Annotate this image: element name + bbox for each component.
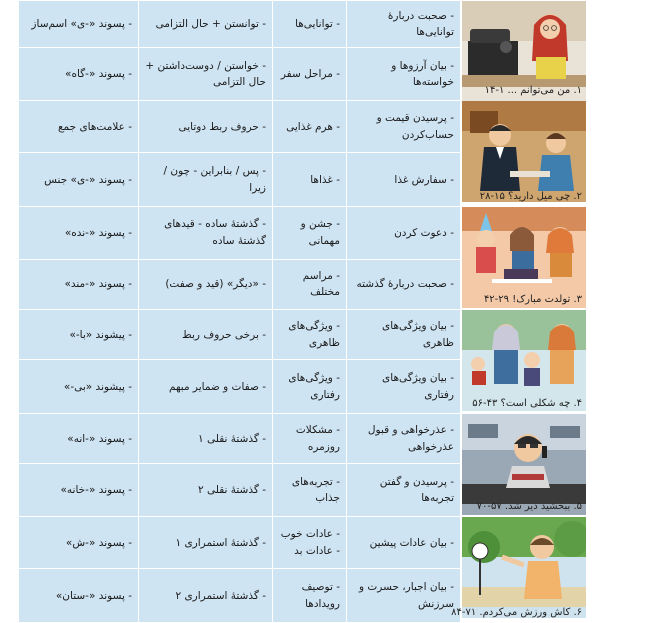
function-cell: - عذرخواهی و قبول عذرخواهی	[347, 414, 461, 464]
margin-cell	[1, 360, 19, 414]
grammar-cell: - گذشتهٔ نقلی ۲	[139, 464, 273, 517]
lesson-pages: ۴۲-۲۹	[483, 293, 510, 305]
table-row	[1, 414, 587, 464]
margin-cell	[1, 101, 19, 153]
function-cell: - بیان اجبار، حسرت و سرزنش	[347, 569, 461, 623]
margin-cell	[1, 414, 19, 464]
table-row	[1, 517, 587, 569]
function-cell: - بیان ویژگی‌های رفتاری	[347, 360, 461, 414]
word-formation-cell: - پیشوند «بی-»	[19, 360, 139, 414]
grammar-cell: - گذشتهٔ استمراری ۲	[139, 569, 273, 623]
grammar-cell: - حروف ربط دوتایی	[139, 101, 273, 153]
function-cell: - سفارش غذا	[347, 153, 461, 207]
vocabulary-cell: - مراحل سفر	[273, 48, 347, 101]
margin-cell	[1, 48, 19, 101]
lesson-pages: ۱۴-۱	[484, 84, 505, 96]
margin-cell	[1, 1, 19, 48]
word-formation-cell: - پسوند «-خانه»	[19, 464, 139, 517]
lesson-pages: ۵۶-۴۳	[472, 397, 498, 409]
vocabulary-cell: - ویژگی‌های رفتاری	[273, 360, 347, 414]
lesson-title	[466, 189, 582, 205]
grammar-cell: - پس / بنابراین - چون / زیرا	[139, 153, 273, 207]
lesson-title	[466, 292, 582, 308]
grammar-cell: - صفات و ضمایر مبهم	[139, 360, 273, 414]
margin-cell	[1, 310, 19, 360]
lesson-title	[466, 83, 582, 99]
vocabulary-cell: - مشکلات روزمره	[273, 414, 347, 464]
margin-cell	[1, 259, 19, 310]
margin-cell	[1, 464, 19, 517]
vocabulary-cell: - مراسم مختلف	[273, 259, 347, 310]
lesson-title-text: ۶. کاش ورزش می‌کردم.	[479, 606, 582, 618]
grammar-cell: - «دیگر» (قید و صفت)	[139, 259, 273, 310]
function-cell: - پرسیدن قیمت و حساب‌کردن	[347, 101, 461, 153]
word-formation-cell: - پسوند «-نده»	[19, 207, 139, 260]
vocabulary-cell: - جشن و مهمانی	[273, 207, 347, 260]
lesson-illustration	[462, 414, 586, 516]
grammar-cell: - گذشتهٔ ساده - قیدهای گذشتهٔ ساده	[139, 207, 273, 260]
lesson-illustration	[462, 207, 586, 309]
lesson-illustration	[462, 310, 586, 413]
margin-cell	[1, 153, 19, 207]
margin-cell	[1, 569, 19, 623]
lesson-cell	[461, 310, 587, 414]
word-formation-cell: - پسوند «-ی» جنس	[19, 153, 139, 207]
margin-cell	[1, 517, 19, 569]
lesson-illustration	[462, 1, 586, 100]
function-cell: - دعوت کردن	[347, 207, 461, 260]
lesson-cell	[461, 207, 587, 310]
function-cell: - بیان ویژگی‌های ظاهری	[347, 310, 461, 360]
vocabulary-cell: - هرم غذایی	[273, 101, 347, 153]
blank-margin	[586, 0, 652, 613]
word-formation-cell: - پیشوند «با-»	[19, 310, 139, 360]
lesson-title-text: ۱. من می‌توانم ...	[507, 84, 582, 96]
word-formation-cell: - پسوند «-انه»	[19, 414, 139, 464]
vocabulary-cell: - عادات خوب - عادات بد	[273, 517, 347, 569]
grammar-cell: - خواستن / دوست‌داشتن + حال التزامی	[139, 48, 273, 101]
function-cell: - بیان عادات پیشین	[347, 517, 461, 569]
lesson-title-text: ۳. تولدت مبارک!	[512, 293, 582, 305]
lesson-pages: ۸۴-۷۱	[451, 606, 477, 618]
margin-cell	[1, 207, 19, 260]
lesson-title	[451, 605, 582, 621]
grammar-cell: - گذشتهٔ نقلی ۱	[139, 414, 273, 464]
vocabulary-cell: - تجربه‌های جذاب	[273, 464, 347, 517]
lesson-title-text: ۵. ببخشید دیر شد.	[504, 500, 582, 512]
table-row	[1, 101, 587, 153]
lesson-cell	[461, 1, 587, 101]
table-row	[1, 207, 587, 260]
function-cell: - صحبت دربارهٔ توانایی‌ها	[347, 1, 461, 48]
word-formation-cell: - علامت‌های جمع	[19, 101, 139, 153]
word-formation-cell: - پسوند «-گاه»	[19, 48, 139, 101]
lesson-illustration	[462, 101, 586, 206]
lesson-title-text: ۲. چی میل دارید؟	[508, 190, 582, 202]
function-cell: - بیان آرزوها و خواسته‌ها	[347, 48, 461, 101]
lesson-cell	[451, 517, 587, 623]
lesson-title	[466, 396, 582, 412]
lesson-cell	[461, 414, 587, 517]
word-formation-cell: - پسوند «-مند»	[19, 259, 139, 310]
lesson-cell	[461, 101, 587, 207]
vocabulary-cell: - توصیف رویدادها	[273, 569, 347, 623]
function-cell: - صحبت دربارهٔ گذشته	[347, 259, 461, 310]
vocabulary-cell: - توانایی‌ها	[273, 1, 347, 48]
function-cell: - پرسیدن و گفتن تجربه‌ها	[347, 464, 461, 517]
lesson-pages: ۲۸-۱۵	[479, 190, 505, 202]
word-formation-cell: - پسوند «-ستان»	[19, 569, 139, 623]
lesson-pages: ۷۰-۵۷	[476, 500, 502, 512]
vocabulary-cell: - ویژگی‌های ظاهری	[273, 310, 347, 360]
lesson-title-text: ۴. چه شکلی است؟	[500, 397, 582, 409]
lesson-illustration	[451, 517, 586, 622]
table-row	[1, 1, 587, 48]
table-row	[1, 310, 587, 360]
lesson-title	[466, 499, 582, 515]
grammar-cell: - برخی حروف ربط	[139, 310, 273, 360]
vocabulary-cell: - غذاها	[273, 153, 347, 207]
grammar-cell: - توانستن + حال التزامی	[139, 1, 273, 48]
word-formation-cell: - پسوند «-ش»	[19, 517, 139, 569]
grammar-cell: - گذشتهٔ استمراری ۱	[139, 517, 273, 569]
word-formation-cell: - پسوند «-ی» اسم‌ساز	[19, 1, 139, 48]
